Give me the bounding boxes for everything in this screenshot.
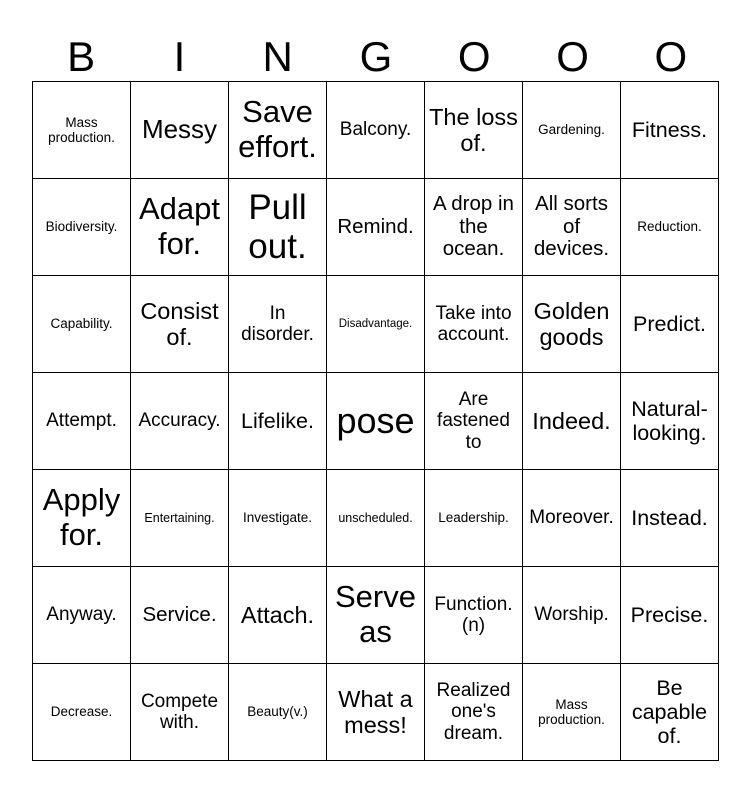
bingo-cell: Instead. bbox=[621, 470, 719, 567]
bingo-cell: The loss of. bbox=[425, 82, 523, 179]
bingo-cell: Biodiversity. bbox=[33, 179, 131, 276]
header-letter-n: N bbox=[262, 33, 293, 80]
bingo-cell: Take into account. bbox=[425, 276, 523, 373]
bingo-cell: Decrease. bbox=[33, 664, 131, 761]
bingo-cell: Golden goods bbox=[523, 276, 621, 373]
bingo-cell: Balcony. bbox=[327, 82, 425, 179]
bingo-cell: Service. bbox=[131, 567, 229, 664]
bingo-cell: What a mess! bbox=[327, 664, 425, 761]
bingo-row-5 bbox=[33, 470, 719, 567]
bingo-cell: Accuracy. bbox=[131, 373, 229, 470]
bingo-cell: Moreover. bbox=[523, 470, 621, 567]
bingo-cell: In disorder. bbox=[229, 276, 327, 373]
bingo-row-1 bbox=[33, 82, 719, 179]
bingo-cell: Mass production. bbox=[33, 82, 131, 179]
header-letter-b: B bbox=[67, 33, 96, 80]
bingo-cell: Save effort. bbox=[229, 82, 327, 179]
bingo-cell: Are fastened to bbox=[425, 373, 523, 470]
bingo-cell: Indeed. bbox=[523, 373, 621, 470]
header-letter-g: G bbox=[359, 33, 393, 80]
bingo-cell: Natural-looking. bbox=[621, 373, 719, 470]
bingo-cell: Leadership. bbox=[425, 470, 523, 567]
bingo-cell: Fitness. bbox=[621, 82, 719, 179]
bingo-cell: Attach. bbox=[229, 567, 327, 664]
bingo-cell: Mass production. bbox=[523, 664, 621, 761]
header-letter-o-2: O bbox=[556, 33, 589, 80]
bingo-cell: Investigate. bbox=[229, 470, 327, 567]
header-letter-o-3: O bbox=[654, 33, 688, 80]
bingo-cell: Entertaining. bbox=[131, 470, 229, 567]
bingo-cell: Messy bbox=[131, 82, 229, 179]
bingo-cell: A drop in the ocean. bbox=[425, 179, 523, 276]
bingo-row-7 bbox=[33, 664, 719, 761]
bingo-cell: Lifelike. bbox=[229, 373, 327, 470]
bingo-cell: Serve as bbox=[327, 567, 425, 664]
bingo-cell: Disadvantage. bbox=[327, 276, 425, 373]
bingo-cell: Worship. bbox=[523, 567, 621, 664]
bingo-cell: Predict. bbox=[621, 276, 719, 373]
bingo-cell: unscheduled. bbox=[327, 470, 425, 567]
bingo-cell: Gardening. bbox=[523, 82, 621, 179]
bingo-cell: Capability. bbox=[33, 276, 131, 373]
bingo-cell: Function.(n) bbox=[425, 567, 523, 664]
bingo-row-6 bbox=[33, 567, 719, 664]
bingo-cell: All sorts of devices. bbox=[523, 179, 621, 276]
bingo-cell: Be capable of. bbox=[621, 664, 719, 761]
bingo-cell: Apply for. bbox=[33, 470, 131, 567]
bingo-cell: Beauty(v.) bbox=[229, 664, 327, 761]
bingo-cell: Reduction. bbox=[621, 179, 719, 276]
bingo-row-2 bbox=[33, 179, 719, 276]
bingo-header bbox=[32, 32, 720, 82]
bingo-row-3 bbox=[33, 276, 719, 373]
bingo-cell: Compete with. bbox=[131, 664, 229, 761]
bingo-cell: Attempt. bbox=[33, 373, 131, 470]
bingo-row-4 bbox=[33, 373, 719, 470]
bingo-cell: Remind. bbox=[327, 179, 425, 276]
bingo-cell: Precise. bbox=[621, 567, 719, 664]
bingo-cell: Realized one's dream. bbox=[425, 664, 523, 761]
bingo-cell: Pull out. bbox=[229, 179, 327, 276]
bingo-cell: pose bbox=[327, 373, 425, 470]
bingo-cell: Anyway. bbox=[33, 567, 131, 664]
bingo-grid bbox=[32, 81, 719, 761]
header-letter-i: I bbox=[173, 33, 186, 80]
bingo-cell: Consist of. bbox=[131, 276, 229, 373]
bingo-cell: Adapt for. bbox=[131, 179, 229, 276]
header-letter-o-1: O bbox=[457, 33, 491, 80]
